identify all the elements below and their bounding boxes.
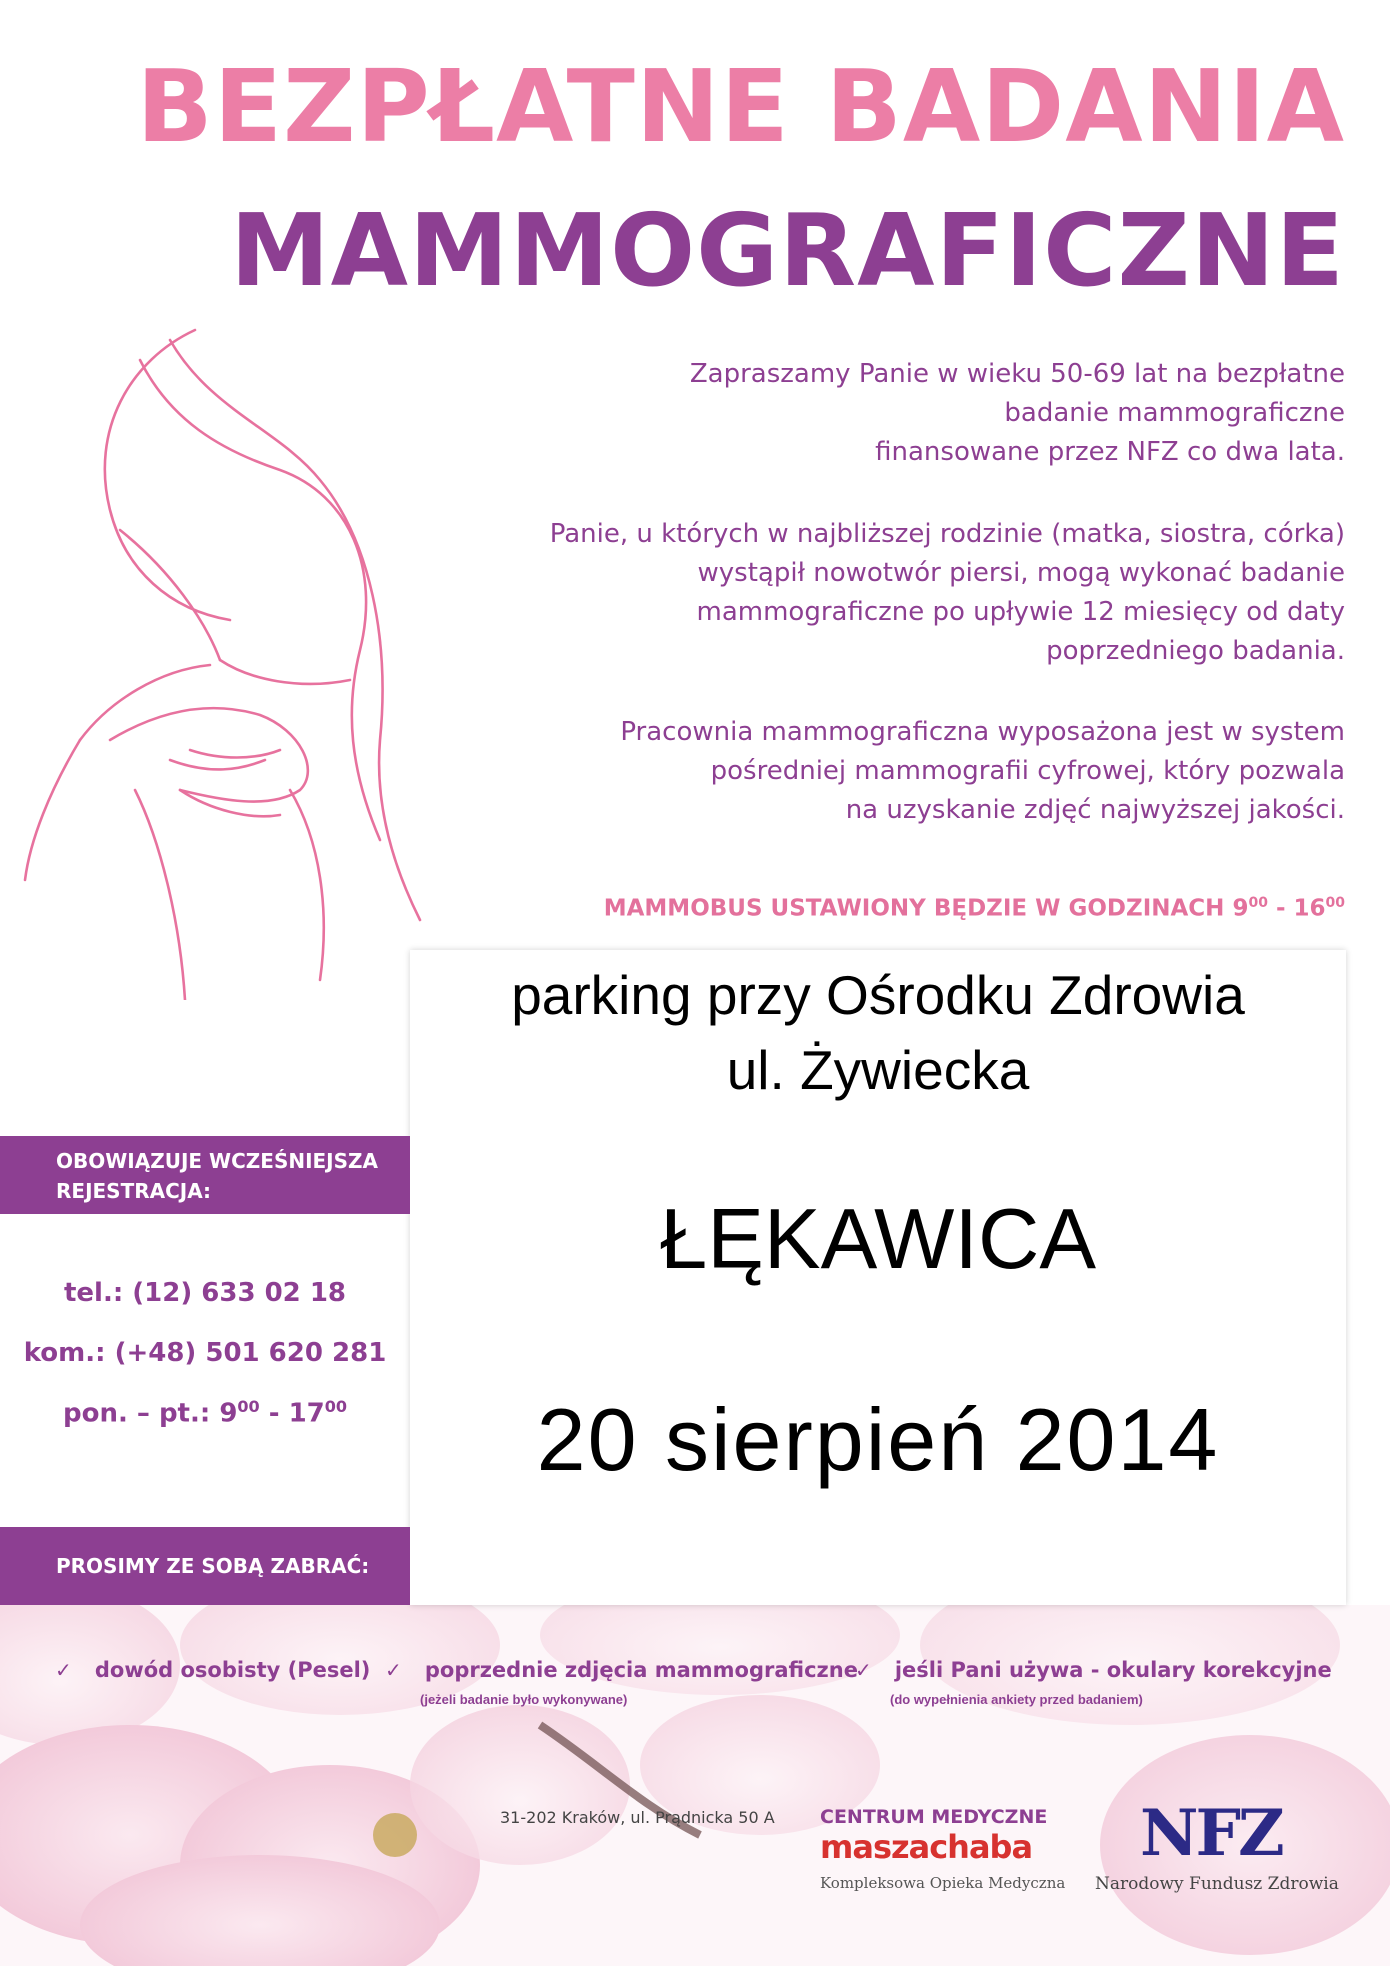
list-item: [55, 1658, 370, 1682]
intro-line: na uzyskanie zdjęć najwyższej jakości.: [845, 795, 1345, 825]
check-icon: ✓: [385, 1658, 402, 1682]
title-line-2: MAMMOGRAFICZNE: [230, 192, 1345, 309]
hours-end-sup: 00: [324, 1397, 348, 1416]
location-box: [410, 950, 1346, 1605]
registration-bar-line: REJESTRACJA:: [56, 1179, 212, 1203]
registration-bar-line: OBOWIĄZUJE WCZEŚNIEJSZA: [56, 1149, 379, 1173]
location-town: ŁĘKAWICA: [659, 1192, 1097, 1287]
location-place: parking przy Ośrodku Zdrowia: [511, 964, 1245, 1026]
hours-mid: - 17: [259, 1398, 325, 1429]
checklist-label: jeśli Pani używa - okulary korekcyjne: [894, 1658, 1332, 1682]
nfz-name: Narodowy Fundusz Zdrowia: [1095, 1874, 1339, 1894]
location-street: ul. Żywiecka: [726, 1039, 1030, 1101]
intro-line: finansowane przez NFZ co dwa lata.: [875, 437, 1345, 467]
intro-line: pośredniej mammografii cyfrowej, który pozwala: [710, 756, 1345, 786]
hours-start-sup: 00: [237, 1397, 260, 1416]
clinic-address: 31-202 Kraków, ul. Prądnicka 50 A: [500, 1808, 775, 1827]
schedule-end-sup: 00: [1325, 895, 1345, 911]
nfz-logo: NFZ: [1140, 1796, 1282, 1871]
list-item: [855, 1658, 1332, 1682]
intro-paragraph-1: [525, 355, 1345, 472]
checklist-label: dowód osobisty (Pesel): [94, 1658, 371, 1682]
intro-line: Zapraszamy Panie w wieku 50-69 lat na bezpłatne: [689, 359, 1345, 389]
intro-line: mammograficzne po upływie 12 miesięcy od daty: [696, 597, 1345, 627]
checklist-note: (jeżeli badanie było wykonywane): [420, 1692, 628, 1707]
checklist-note: (do wypełnienia ankiety przed badaniem): [890, 1692, 1143, 1707]
bring-bar: PROSIMY ZE SOBĄ ZABRAĆ:: [0, 1527, 410, 1605]
intro-line: badanie mammograficzne: [1004, 398, 1345, 428]
intro-paragraph-2: [525, 515, 1345, 671]
title-line-1: BEZPŁATNE BADANIA: [136, 48, 1345, 165]
schedule-text: MAMMOBUS USTAWIONY BĘDZIE W GODZINACH 9: [603, 895, 1249, 922]
mobile-number: kom.: (+48) 501 620 281: [23, 1338, 387, 1368]
checklist-label: poprzednie zdjęcia mammograficzne: [424, 1658, 858, 1682]
schedule-start-sup: 00: [1248, 895, 1268, 911]
hours-prefix: pon. – pt.: 9: [62, 1398, 238, 1429]
schedule-separator: - 16: [1267, 895, 1326, 922]
medical-center-title: CENTRUM MEDYCZNE: [820, 1806, 1048, 1828]
schedule-hours: [445, 895, 1345, 922]
list-item: [385, 1658, 858, 1682]
intro-line: poprzedniego badania.: [1046, 636, 1345, 666]
intro-line: Panie, u których w najbliższej rodzinie (matka, siostra, córka): [549, 519, 1345, 549]
location-date: 20 sierpień 2014: [536, 1390, 1220, 1489]
medical-center-logo: maszachaba: [820, 1828, 1033, 1866]
medical-center-subtitle: Kompleksowa Opieka Medyczna: [820, 1874, 1066, 1892]
office-hours: [0, 1397, 410, 1429]
intro-line: wystąpił nowotwór piersi, mogą wykonać badanie: [697, 558, 1345, 588]
intro-paragraph-3: [525, 713, 1345, 830]
phone-number: tel.: (12) 633 02 18: [63, 1278, 347, 1308]
intro-line: Pracownia mammograficzna wyposażona jest w system: [620, 717, 1345, 747]
check-icon: ✓: [855, 1658, 872, 1682]
check-icon: ✓: [55, 1658, 72, 1682]
woman-silhouette-illustration: [20, 320, 500, 1000]
registration-bar: [0, 1136, 410, 1214]
